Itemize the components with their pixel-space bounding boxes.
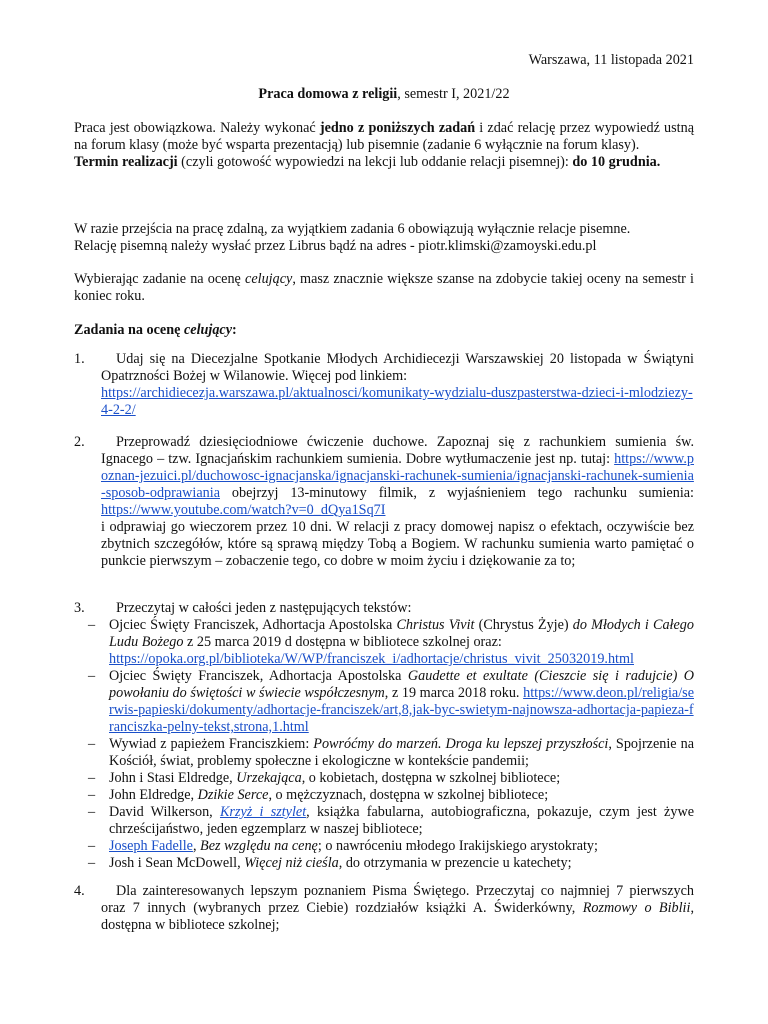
item-text: , o kobietach, dostępna w szkolnej bibliotece; [301,770,561,786]
title-rest: , semestr I, 2021/22 [397,86,510,102]
document-date: Warszawa, 11 listopada 2021 [528,52,694,68]
item-title: Dzikie Serce [197,787,269,803]
dash-marker: – [88,855,96,871]
task-2-link-video[interactable]: https://www.youtube.com/watch?v=0_dQya1Sq7I [101,502,386,518]
task-1-text: Udaj się na Diecezjalne Spotkanie Młodych Archidiecezji Warszawskiej 20 listopada w Świątyni Opatrzności Bożej w Wilanowie. Więcej pod linkiem: [101,351,694,384]
section-heading-text: Zadania na ocenę [74,322,184,338]
dash-marker: – [88,770,96,786]
grade-text-rest: , masz znacznie większe szanse na zdobycie takiej oceny na semestr i koniec roku. [74,271,694,304]
item-title: Urzekająca [236,770,302,786]
task-4 [101,883,694,934]
task-2-text: Przeprowadź dziesięciodniowe ćwiczenie duchowe. Zapoznaj się z rachunkiem sumienia św. Ignacego – tzw. Ignacjańskim rachunkiem sumienia. Dobre wytłumaczenie jest np. tutaj: [101,434,694,467]
list-item [88,787,694,804]
grade-paragraph [74,271,694,305]
item-title: do Młodych i Całego Ludu Bożego [109,617,694,650]
submission-text: Relację pisemną należy wysłać przez Librus bądź na adres - piotr.klimski@zamoyski.edu.pl [74,238,597,254]
item-text: ; o nawróceniu młodego Irakijskiego arystokraty; [317,838,598,854]
item-text: Josh i Sean McDowell, [109,855,245,871]
intro-emphasis: jedno z poniższych zadań [319,120,476,136]
item-title: Bez względu na cenę [200,838,318,854]
item-text: John Eldredge, [109,787,198,803]
item-title: Gaudette et exultate (Cieszcie się i radujcie) O powołaniu do świętości w świecie współczesnym [109,668,694,701]
list-item [88,770,694,787]
remote-work-paragraph [74,221,694,255]
item-text: Wywiad z papieżem Franciszkiem: [109,736,314,752]
item-text: z 25 marca 2019 d dostępna w bibliotece szkolnej oraz: [183,634,502,650]
krzyz-i-sztylet-link[interactable]: Krzyż i sztylet [219,804,307,820]
task-1 [101,351,694,419]
grade-emphasis: celujący [245,271,293,287]
item-title: Więcej niż cieśla [244,855,339,871]
document-title [74,86,694,103]
dash-marker: – [88,787,96,803]
deadline-label: Termin realizacji [74,154,178,170]
dash-marker: – [88,838,96,854]
list-item [88,855,694,872]
deadline-text: (czyli gotowość wypowiedzi na lekcji lub oddanie relacji pisemnej): [177,154,573,170]
intro-text: Praca jest obowiązkowa. Należy wykonać [74,120,320,136]
section-heading-colon: : [232,322,237,338]
gaudete-link[interactable]: https://www.deon.pl/religia/serwis-papieski/dokumenty/adhortacje-franciszek/art,8,jak-byc-swietym-najnowsza-adhortacja-papieza-franciszka-pelny-tekst,strona,1.html [109,685,694,735]
dash-marker: – [88,668,96,684]
intro-paragraph [74,120,694,171]
task-4-title: Rozmowy o Biblii [582,900,691,916]
task-number: 4. [74,883,85,899]
task-4-text-end: , dostępna w bibliotece szkolnej; [101,900,694,933]
section-heading-emphasis: celujący [183,322,233,338]
intro-text-rest: i zdać relację przez wypowiedź ustną na forum klasy (może być wsparta prezentacją) lub pisemnie (zadanie 6 wyłącznie na forum klasy). [74,120,695,153]
task-2-text-end: i odprawiaj go wieczorem przez 10 dni. W relacji z pracy domowej napisz o efektach, oczywiście bez zbytnich szczegółów, które są sprawą między Tobą a Bogiem. W rachunku sumienia warto pamiętać o punkcie pierwszym – zobaczenie tego, co dobre w moim życiu i dziękowanie za to; [101,519,694,569]
item-title: Christus Vivit [396,617,475,633]
dash-marker: – [88,617,96,633]
grade-text: Wybierając zadanie na ocenę [74,271,246,287]
task-2 [101,434,694,570]
task-number: 3. [74,600,85,616]
dash-marker: – [88,736,96,752]
task-1-link[interactable]: https://archidiecezja.warszawa.pl/aktualnosci/komunikaty-wydzialu-duszpasterstwa-dzieci-i-mlodziezy-4-2-2/ [101,385,693,418]
list-item [88,617,694,668]
item-text: David Wilkerson, [109,804,220,820]
dash-marker: – [88,804,96,820]
list-item [88,838,694,855]
task-2-link-article[interactable]: https://www.poznan-jezuici.pl/duchowosc-ignacjanska/ignacjanski-rachunek-sumienia/ignacjanski-rachunek-sumienia-sposob-odprawiania [101,451,694,501]
task-number: 2. [74,434,85,450]
list-item [88,736,695,770]
christus-vivit-link[interactable]: https://opoka.org.pl/biblioteka/W/WP/franciszek_i/adhortacje/christus_vivit_25032019.html [109,651,634,667]
task-3-text: Przeczytaj w całości jeden z następujących tekstów: [116,600,412,616]
item-text: Ojciec Święty Franciszek, Adhortacja Apostolska [109,668,408,684]
task-4-text: Dla zainteresowanych lepszym poznaniem Pisma Świętego. Przeczytaj co najmniej 7 pierwszych oraz 7 innych (wybranych przez Ciebie) rozdziałów książki A. Świderkówny, [101,883,694,916]
deadline-date: do 10 grudnia. [572,154,661,170]
item-text: John i Stasi Eldredge, [109,770,237,786]
title-bold: Praca domowa z religii [258,86,398,102]
reading-list [88,617,695,872]
task-number: 1. [74,351,85,367]
list-item [88,668,694,736]
item-text: , [192,838,201,854]
section-heading [74,322,694,339]
item-title: Powróćmy do marzeń. Droga ku lepszej przyszłości [313,736,609,752]
list-item [88,804,694,838]
item-text: , o mężczyznach, dostępna w szkolnej bibliotece; [268,787,549,803]
item-text: , z 19 marca 2018 roku. [384,685,520,701]
item-text: (Chrystus Żyje) [474,617,573,633]
remote-work-text: W razie przejścia na pracę zdalną, za wyjątkiem zadania 6 obowiązują wyłącznie relacje pisemne. [74,221,631,237]
joseph-fadelle-link[interactable]: Joseph Fadelle [109,838,193,854]
task-3 [88,600,695,872]
item-text: , książka fabularna, autobiograficzna, pokazuje, czym jest żywe chrześcijaństwo, jeden egzemplarz w naszej bibliotece; [109,804,694,837]
item-text: , do otrzymania w prezencie u katechety; [338,855,572,871]
item-text: Ojciec Święty Franciszek, Adhortacja Apostolska [109,617,397,633]
task-2-text-mid: obejrzyj 13-minutowy filmik, z wyjaśnieniem tego rachunku sumienia: [220,485,694,501]
item-text: , Spojrzenie na Kościół, świat, problemy społeczne i ekologiczne w kontekście pandemii; [109,736,695,769]
